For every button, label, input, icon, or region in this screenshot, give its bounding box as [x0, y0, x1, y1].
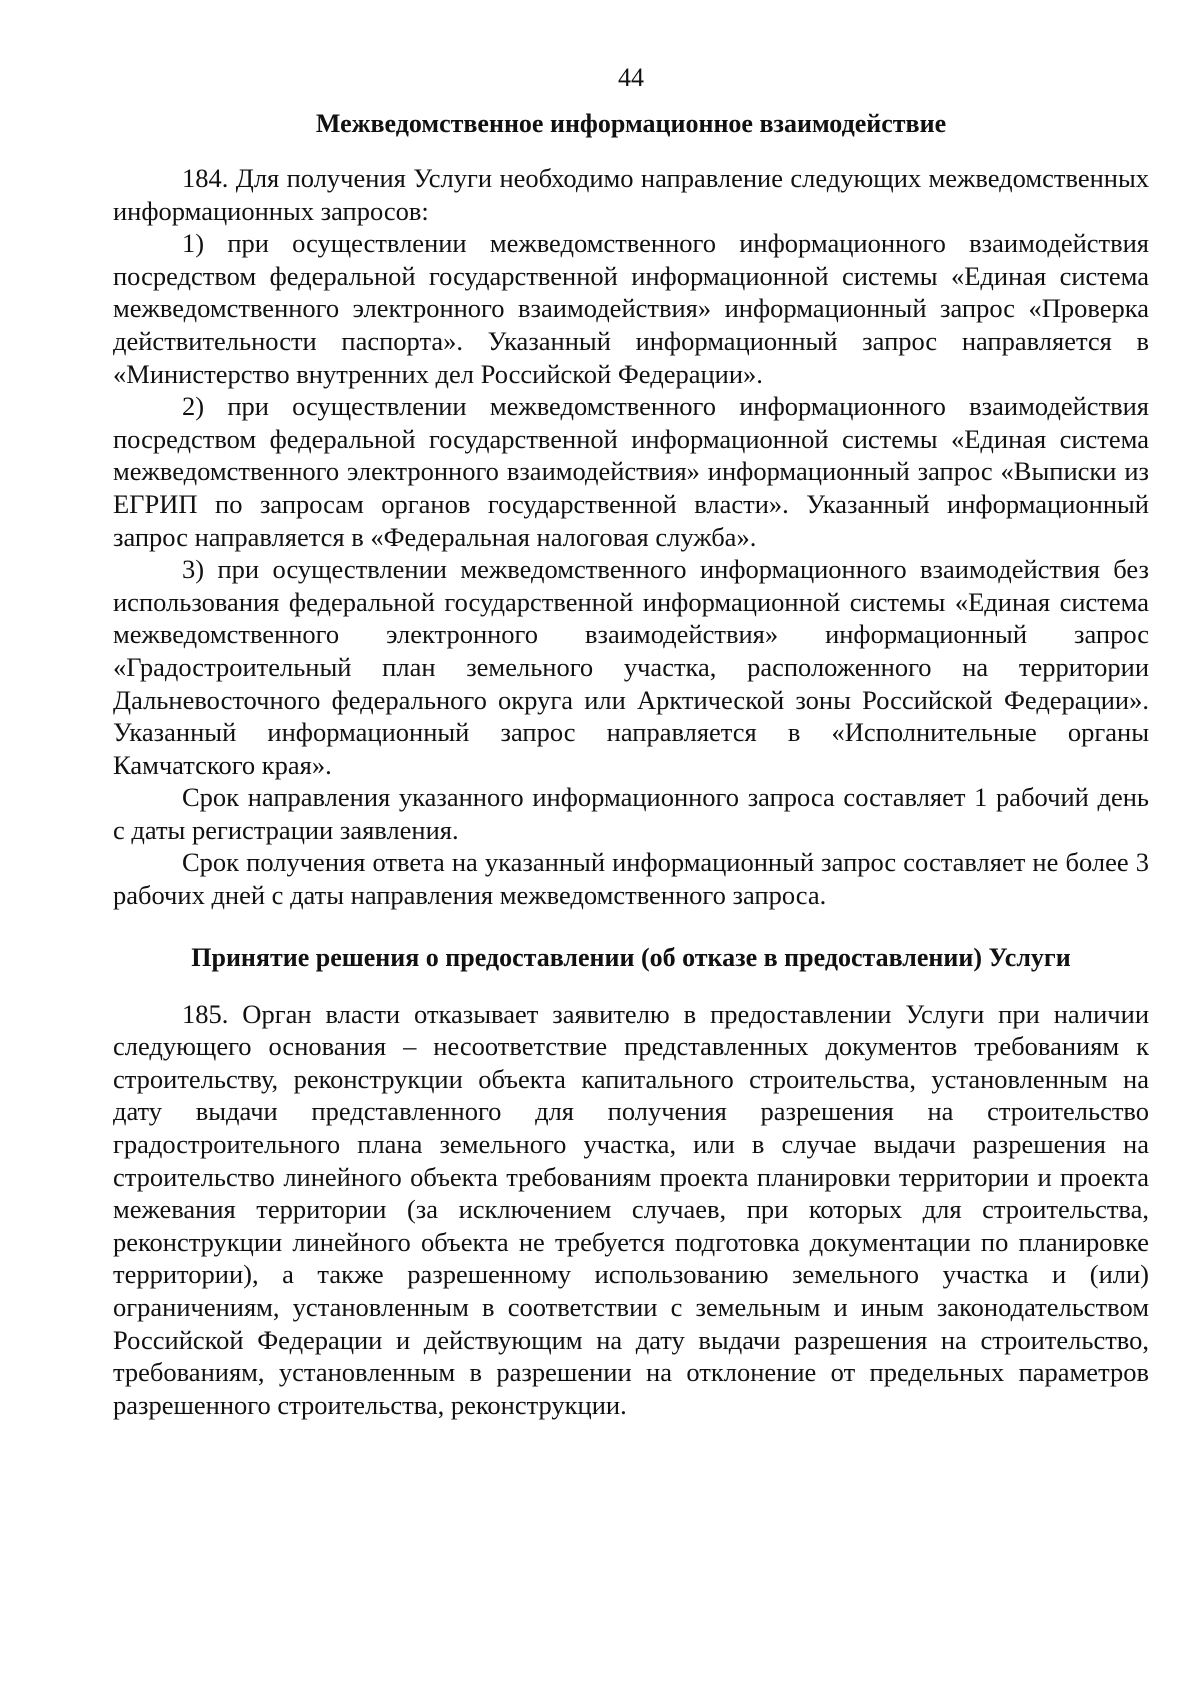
paragraph-185: 185. Орган власти отказывает заявителю в предоставлении Услуги при наличии следующего основания – несоответствие представленных документов требованиям к строительству, реконструкции объекта капитального строительства, установленным на дату выдачи представленного для получения разрешения на строительство градостроительного плана земельного участка, или в случае выдачи разрешения на строительство линейного объекта требованиям проекта планировки территории и проекта межевания территории (за исключением случаев, при которых для строительства, реконструкции линейного объекта не требуется подготовка документации по планировке территории), а также разрешенному использованию земельного участка и (или) ограничениям, установленным в соответствии с земельным и иным законодательством Российской Федерации и действующим на дату выдачи разрешения на строительство, требованиям, установленным в разрешении на отклонение от предельных параметров разрешенного строительства, реконструкции. [113, 998, 1149, 1420]
paragraph-184-item-2: 2) при осуществлении межведомственного информационного взаимодействия посредством федеральной государственной информационной системы «Единая система межведомственного электронного взаимодействия» информационный запрос «Выписки из ЕГРИП по запросам органов государственной власти». Указанный информационный запрос направляется в «Федеральная налоговая служба». [113, 391, 1149, 552]
section-heading-decision: Принятие решения о предоставлении (об отказе в предоставлении) Услуги [191, 942, 1071, 972]
paragraph-request-deadline: Срок направления указанного информационного запроса составляет 1 рабочий день с даты регистрации заявления. [113, 782, 1149, 845]
paragraph-184: 184. Для получения Услуги необходимо направление следующих межведомственных информационных запросов: [113, 163, 1149, 226]
paragraph-response-deadline: Срок получения ответа на указанный информационный запрос составляет не более 3 рабочих дней с даты направления межведомственного запроса. [113, 847, 1149, 911]
paragraph-184-item-3: 3) при осуществлении межведомственного информационного взаимодействия без использования федеральной государственной информационной системы «Единая система межведомственного электронного взаимодействия» информационный запрос «Градостроительный план земельного участка, расположенного на территории Дальневосточного федерального округа или Арктической зоны Российской Федерации». Указанный информационный запрос направляется в «Исполнительные органы Камчатского края». [113, 554, 1149, 780]
section-heading-interagency: Межведомственное информационное взаимодействие [315, 109, 947, 138]
document-page [113, 62, 1149, 1421]
page-number: 44 [618, 63, 644, 92]
paragraph-184-item-1: 1) при осуществлении межведомственного информационного взаимодействия посредством федеральной государственной информационной системы «Единая система межведомственного электронного взаимодействия» информационный запрос «Проверка действительности паспорта». Указанный информационный запрос направляется в «Министерство внутренних дел Российской Федерации». [113, 228, 1149, 389]
